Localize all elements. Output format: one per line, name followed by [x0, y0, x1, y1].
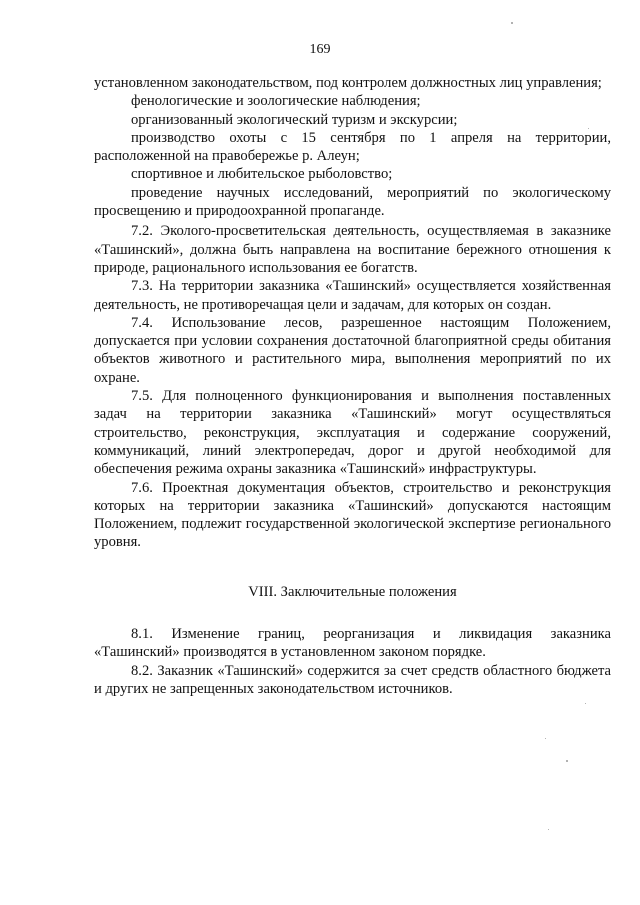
- scan-speck: [566, 760, 568, 762]
- list-item-fishing: спортивное и любительское рыболовство;: [131, 166, 393, 183]
- list-item-research: проведение научных исследований, мероприятий по экологическому просвещению и природоохранной пропаганде.: [94, 184, 611, 220]
- clause-7-3: 7.3. На территории заказника «Ташинский» осуществляется хозяйственная деятельность, не противоречащая цели и задачам, для которых он создан.: [94, 278, 611, 313]
- clause-7-5: 7.5. Для полноценного функционирования и выполнения поставленных задач на территории заказника «Ташинский» могут осуществляться строительство, реконструкция, эксплуатация и содержание сооружений, коммуникаций, линий электропередач, дорог и другой необходимой для обеспечения режима охраны заказника «Ташинский» инфраструктуры.: [94, 388, 611, 478]
- clause-7-4: 7.4. Использование лесов, разрешенное настоящим Положением, допускается при условии сохранения достаточной благоприятной среды обитания объектов животного и растительного мира, выполнения мероприятий по их охране.: [94, 314, 611, 386]
- section-7-body: [94, 74, 611, 552]
- scan-speck: [585, 703, 586, 704]
- paragraph-continuation: установленном законодательством, под контролем должностных лиц управления;: [94, 75, 602, 91]
- scan-speck: [511, 22, 513, 24]
- clause-8-1: 8.1. Изменение границ, реорганизация и ликвидация заказника «Ташинский» производятся в установленном законом порядке.: [94, 626, 611, 661]
- list-item-hunting: производство охоты с 15 сентября по 1 апреля на территории, расположенной на правобережье р. Алеун;: [94, 129, 611, 165]
- scan-speck: [545, 738, 546, 739]
- page-number: 169: [309, 42, 331, 57]
- list-item-tourism: организованный экологический туризм и экскурсии;: [131, 111, 458, 128]
- clause-7-2: 7.2. Эколого-просветительская деятельность, осуществляемая в заказнике «Ташинский», должна быть направлена на воспитание бережного отношения к природе, рационального использования ее богатств.: [94, 223, 611, 276]
- clause-8-2: 8.2. Заказник «Ташинский» содержится за счет средств областного бюджета и других не запрещенных законодательством источников.: [94, 662, 611, 697]
- section-8-body: [94, 625, 611, 698]
- scan-speck: [588, 128, 589, 129]
- clause-7-6: 7.6. Проектная документация объектов, строительство и реконструкция которых на территории заказника «Ташинский» допускаются настоящим Положением, подлежит государственной экологической экспертизе регионального уровня.: [94, 479, 611, 551]
- scan-speck: [548, 829, 549, 830]
- list-item-phenology: фенологические и зоологические наблюдения;: [131, 93, 421, 110]
- section-8-heading: VIII. Заключительные положения: [248, 584, 457, 600]
